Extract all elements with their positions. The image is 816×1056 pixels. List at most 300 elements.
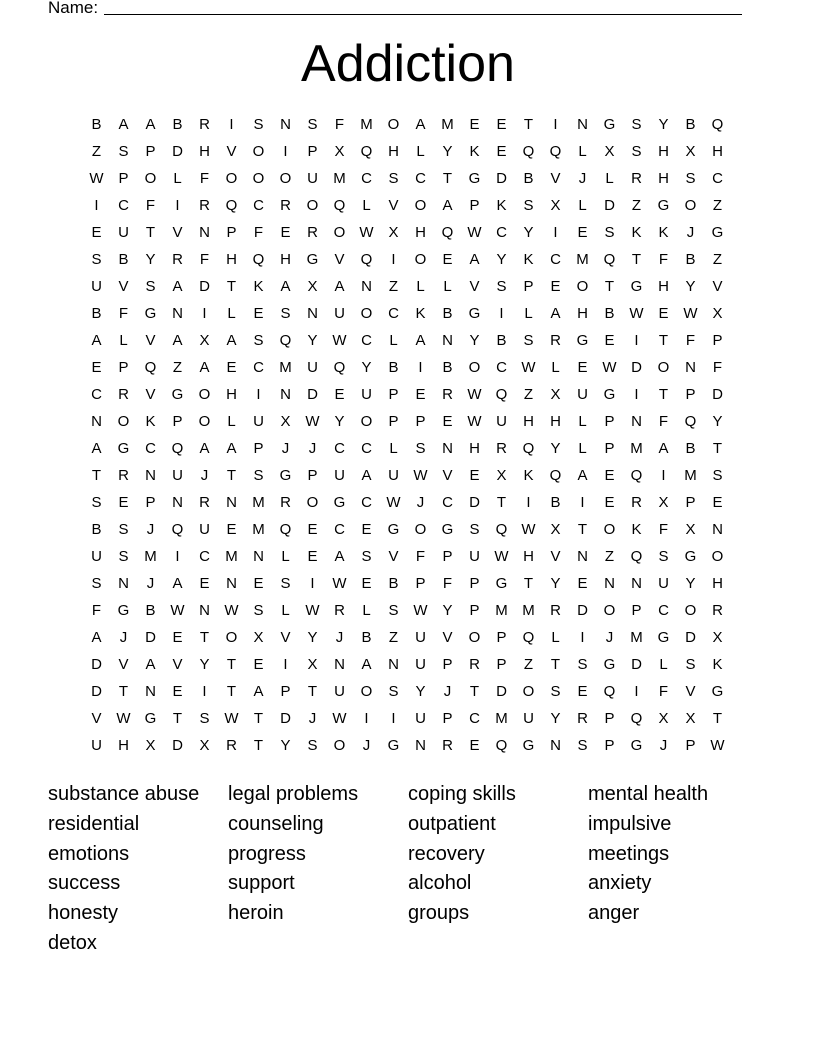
grid-letter[interactable]: O — [117, 413, 130, 430]
grid-letter[interactable]: P — [523, 278, 534, 295]
grid-letter[interactable]: J — [308, 710, 317, 727]
grid-letter[interactable]: T — [469, 683, 480, 700]
grid-letter[interactable]: G — [117, 602, 130, 619]
grid-letter[interactable]: W — [467, 413, 482, 430]
grid-letter[interactable]: P — [172, 413, 183, 430]
grid-letter[interactable]: M — [684, 467, 697, 484]
grid-letter[interactable]: V — [442, 467, 453, 484]
grid-letter[interactable]: N — [361, 278, 372, 295]
grid-letter[interactable]: S — [604, 224, 615, 241]
grid-letter[interactable]: L — [443, 278, 452, 295]
grid-letter[interactable]: Z — [172, 359, 183, 376]
grid-letter[interactable]: Y — [523, 224, 534, 241]
grid-letter[interactable]: H — [523, 548, 534, 565]
grid-letter[interactable]: R — [199, 116, 210, 133]
grid-letter[interactable]: S — [91, 494, 102, 511]
grid-letter[interactable]: C — [91, 386, 102, 403]
grid-letter[interactable]: P — [388, 386, 399, 403]
grid-letter[interactable]: L — [578, 413, 587, 430]
grid-letter[interactable]: P — [604, 413, 615, 430]
grid-letter[interactable]: U — [334, 305, 345, 322]
grid-letter[interactable]: C — [496, 224, 507, 241]
grid-letter[interactable]: L — [389, 332, 398, 349]
grid-letter[interactable]: Q — [603, 683, 616, 700]
grid-letter[interactable]: Q — [603, 251, 616, 268]
grid-letter[interactable]: L — [578, 143, 587, 160]
grid-letter[interactable]: D — [280, 710, 291, 727]
grid-letter[interactable]: T — [523, 116, 534, 133]
grid-letter[interactable]: B — [550, 494, 561, 511]
grid-letter[interactable]: E — [280, 224, 291, 241]
grid-letter[interactable]: M — [630, 629, 643, 646]
grid-letter[interactable]: P — [712, 332, 723, 349]
grid-letter[interactable]: D — [631, 359, 642, 376]
grid-letter[interactable]: N — [685, 359, 696, 376]
grid-letter[interactable]: L — [551, 629, 560, 646]
grid-letter[interactable]: L — [659, 656, 668, 673]
grid-letter[interactable]: E — [469, 467, 480, 484]
grid-letter[interactable]: V — [145, 332, 156, 349]
grid-letter[interactable]: E — [253, 305, 264, 322]
grid-letter[interactable]: G — [333, 494, 346, 511]
grid-letter[interactable]: V — [685, 683, 696, 700]
grid-letter[interactable]: Y — [361, 359, 372, 376]
grid-letter[interactable]: L — [281, 548, 290, 565]
grid-letter[interactable]: V — [118, 278, 129, 295]
grid-letter[interactable]: Z — [604, 548, 615, 565]
grid-letter[interactable]: A — [172, 575, 183, 592]
grid-letter[interactable]: J — [686, 224, 695, 241]
grid-letter[interactable]: A — [199, 440, 210, 457]
grid-letter[interactable]: Z — [388, 278, 399, 295]
grid-letter[interactable]: K — [523, 467, 534, 484]
grid-letter[interactable]: X — [280, 413, 291, 430]
grid-letter[interactable]: O — [468, 629, 481, 646]
grid-letter[interactable]: T — [253, 737, 264, 754]
grid-letter[interactable]: E — [442, 413, 453, 430]
grid-letter[interactable]: I — [202, 305, 207, 322]
grid-letter[interactable]: X — [307, 278, 318, 295]
grid-letter[interactable]: N — [199, 224, 210, 241]
grid-letter[interactable]: P — [145, 143, 156, 160]
grid-letter[interactable]: J — [362, 737, 371, 754]
grid-letter[interactable]: N — [118, 575, 129, 592]
grid-letter[interactable]: L — [416, 143, 425, 160]
grid-letter[interactable]: E — [253, 575, 264, 592]
grid-letter[interactable]: C — [712, 170, 723, 187]
grid-letter[interactable]: S — [307, 737, 318, 754]
grid-letter[interactable]: N — [145, 683, 156, 700]
grid-letter[interactable]: J — [308, 440, 317, 457]
grid-letter[interactable]: A — [577, 467, 588, 484]
grid-letter[interactable]: C — [253, 197, 264, 214]
grid-letter[interactable]: U — [334, 683, 345, 700]
grid-letter[interactable]: E — [577, 359, 588, 376]
grid-letter[interactable]: O — [279, 170, 292, 187]
grid-letter[interactable]: A — [280, 278, 291, 295]
grid-letter[interactable]: O — [198, 413, 211, 430]
grid-letter[interactable]: T — [226, 683, 237, 700]
grid-letter[interactable]: R — [469, 656, 480, 673]
grid-letter[interactable]: P — [469, 602, 480, 619]
grid-letter[interactable]: U — [118, 224, 129, 241]
grid-letter[interactable]: O — [360, 413, 373, 430]
grid-letter[interactable]: I — [634, 683, 639, 700]
grid-letter[interactable]: X — [550, 521, 561, 538]
grid-letter[interactable]: C — [361, 494, 372, 511]
grid-letter[interactable]: P — [496, 629, 507, 646]
grid-letter[interactable]: P — [442, 656, 453, 673]
grid-letter[interactable]: F — [712, 359, 723, 376]
grid-letter[interactable]: S — [118, 143, 129, 160]
grid-letter[interactable]: B — [91, 521, 102, 538]
grid-letter[interactable]: X — [685, 710, 696, 727]
grid-letter[interactable]: K — [415, 305, 426, 322]
grid-letter[interactable]: X — [658, 494, 669, 511]
grid-letter[interactable]: D — [577, 602, 588, 619]
grid-letter[interactable]: W — [305, 413, 320, 430]
grid-letter[interactable]: F — [658, 521, 669, 538]
grid-letter[interactable]: L — [551, 359, 560, 376]
grid-letter[interactable]: P — [469, 197, 480, 214]
grid-letter[interactable]: X — [712, 305, 723, 322]
grid-letter[interactable]: P — [253, 440, 264, 457]
grid-letter[interactable]: Y — [496, 251, 507, 268]
grid-letter[interactable]: N — [631, 575, 642, 592]
grid-letter[interactable]: W — [305, 602, 320, 619]
grid-letter[interactable]: F — [658, 413, 669, 430]
grid-letter[interactable]: A — [145, 116, 156, 133]
grid-letter[interactable]: G — [630, 737, 643, 754]
grid-letter[interactable]: C — [550, 251, 561, 268]
grid-letter[interactable]: I — [202, 683, 207, 700]
grid-letter[interactable]: L — [578, 440, 587, 457]
grid-letter[interactable]: H — [388, 143, 399, 160]
grid-letter[interactable]: S — [253, 332, 264, 349]
grid-letter[interactable]: W — [89, 170, 104, 187]
grid-letter[interactable]: J — [659, 737, 668, 754]
grid-letter[interactable]: S — [550, 683, 561, 700]
grid-letter[interactable]: Z — [388, 629, 399, 646]
grid-letter[interactable]: T — [307, 683, 318, 700]
grid-letter[interactable]: M — [495, 602, 508, 619]
grid-letter[interactable]: F — [658, 251, 669, 268]
grid-letter[interactable]: L — [362, 602, 371, 619]
grid-letter[interactable]: T — [604, 278, 615, 295]
grid-letter[interactable]: J — [146, 575, 155, 592]
grid-letter[interactable]: K — [523, 251, 534, 268]
grid-letter[interactable]: D — [307, 386, 318, 403]
grid-letter[interactable]: Q — [360, 143, 373, 160]
grid-letter[interactable]: R — [118, 386, 129, 403]
grid-letter[interactable]: I — [418, 359, 423, 376]
grid-letter[interactable]: U — [307, 170, 318, 187]
grid-letter[interactable]: Y — [685, 575, 696, 592]
grid-letter[interactable]: N — [631, 413, 642, 430]
grid-letter[interactable]: Y — [550, 710, 561, 727]
grid-letter[interactable]: Q — [495, 386, 508, 403]
grid-letter[interactable]: V — [280, 629, 291, 646]
grid-letter[interactable]: E — [550, 278, 561, 295]
grid-letter[interactable]: Q — [225, 197, 238, 214]
grid-letter[interactable]: P — [118, 359, 129, 376]
grid-letter[interactable]: R — [496, 440, 507, 457]
grid-letter[interactable]: Y — [145, 251, 156, 268]
grid-letter[interactable]: Q — [279, 521, 292, 538]
grid-letter[interactable]: E — [253, 656, 264, 673]
grid-letter[interactable]: H — [658, 170, 669, 187]
grid-letter[interactable]: M — [144, 548, 157, 565]
grid-letter[interactable]: H — [226, 251, 237, 268]
grid-letter[interactable]: M — [441, 116, 454, 133]
grid-letter[interactable]: D — [604, 197, 615, 214]
grid-letter[interactable]: S — [685, 656, 696, 673]
grid-letter[interactable]: Q — [630, 710, 643, 727]
grid-letter[interactable]: Q — [549, 467, 562, 484]
grid-letter[interactable]: S — [388, 170, 399, 187]
grid-letter[interactable]: S — [307, 116, 318, 133]
grid-letter[interactable]: O — [603, 602, 616, 619]
grid-letter[interactable]: O — [333, 224, 346, 241]
grid-letter[interactable]: O — [657, 359, 670, 376]
grid-letter[interactable]: E — [577, 683, 588, 700]
grid-letter[interactable]: V — [145, 386, 156, 403]
grid-letter[interactable]: G — [711, 683, 724, 700]
grid-letter[interactable]: D — [469, 494, 480, 511]
grid-letter[interactable]: N — [388, 656, 399, 673]
grid-letter[interactable]: F — [118, 305, 129, 322]
grid-letter[interactable]: S — [253, 467, 264, 484]
grid-letter[interactable]: E — [442, 251, 453, 268]
grid-letter[interactable]: G — [603, 386, 616, 403]
grid-letter[interactable]: G — [576, 332, 589, 349]
grid-letter[interactable]: N — [442, 440, 453, 457]
grid-letter[interactable]: W — [494, 548, 509, 565]
grid-letter[interactable]: O — [684, 197, 697, 214]
grid-letter[interactable]: U — [307, 359, 318, 376]
grid-letter[interactable]: Y — [442, 602, 453, 619]
grid-letter[interactable]: E — [226, 359, 237, 376]
grid-letter[interactable]: Z — [631, 197, 642, 214]
grid-letter[interactable]: U — [496, 413, 507, 430]
grid-letter[interactable]: O — [252, 170, 265, 187]
grid-letter[interactable]: J — [119, 629, 128, 646]
grid-letter[interactable]: U — [172, 467, 183, 484]
grid-letter[interactable]: A — [253, 683, 264, 700]
grid-letter[interactable]: R — [172, 251, 183, 268]
grid-letter[interactable]: Q — [171, 440, 184, 457]
grid-letter[interactable]: I — [499, 305, 504, 322]
grid-letter[interactable]: H — [712, 143, 723, 160]
grid-letter[interactable]: Q — [711, 116, 724, 133]
grid-letter[interactable]: N — [199, 602, 210, 619]
grid-letter[interactable]: X — [334, 143, 345, 160]
grid-letter[interactable]: I — [391, 710, 396, 727]
grid-letter[interactable]: V — [226, 143, 237, 160]
grid-letter[interactable]: O — [360, 683, 373, 700]
grid-letter[interactable]: G — [144, 305, 157, 322]
grid-letter[interactable]: U — [523, 710, 534, 727]
grid-letter[interactable]: N — [577, 116, 588, 133]
grid-letter[interactable]: Q — [522, 629, 535, 646]
grid-letter[interactable]: T — [658, 332, 669, 349]
grid-letter[interactable]: Y — [199, 656, 210, 673]
grid-letter[interactable]: T — [658, 386, 669, 403]
grid-letter[interactable]: I — [175, 548, 180, 565]
grid-letter[interactable]: S — [712, 467, 723, 484]
grid-letter[interactable]: B — [172, 116, 183, 133]
grid-letter[interactable]: X — [685, 143, 696, 160]
grid-letter[interactable]: P — [145, 494, 156, 511]
grid-letter[interactable]: O — [468, 359, 481, 376]
grid-letter[interactable]: Q — [495, 521, 508, 538]
grid-letter[interactable]: E — [604, 494, 615, 511]
grid-letter[interactable]: J — [416, 494, 425, 511]
grid-letter[interactable]: T — [253, 710, 264, 727]
grid-letter[interactable]: X — [496, 467, 507, 484]
grid-letter[interactable]: N — [172, 305, 183, 322]
grid-letter[interactable]: B — [523, 170, 534, 187]
grid-letter[interactable]: D — [496, 683, 507, 700]
grid-letter[interactable]: M — [360, 116, 373, 133]
grid-letter[interactable]: D — [685, 629, 696, 646]
grid-letter[interactable]: F — [334, 116, 345, 133]
name-field[interactable] — [48, 0, 98, 18]
grid-letter[interactable]: A — [415, 332, 426, 349]
grid-letter[interactable]: S — [523, 197, 534, 214]
grid-letter[interactable]: Y — [307, 629, 318, 646]
grid-letter[interactable]: V — [388, 548, 399, 565]
grid-letter[interactable]: S — [91, 251, 102, 268]
grid-letter[interactable]: A — [361, 656, 372, 673]
grid-letter[interactable]: L — [119, 332, 128, 349]
grid-letter[interactable]: E — [307, 521, 318, 538]
grid-letter[interactable]: Q — [252, 251, 265, 268]
name-underline[interactable] — [104, 14, 742, 15]
grid-letter[interactable]: W — [170, 602, 185, 619]
grid-letter[interactable]: W — [224, 710, 239, 727]
grid-letter[interactable]: D — [199, 278, 210, 295]
grid-letter[interactable]: I — [580, 494, 585, 511]
grid-letter[interactable]: U — [388, 467, 399, 484]
grid-letter[interactable]: L — [362, 197, 371, 214]
grid-letter[interactable]: I — [553, 224, 558, 241]
grid-letter[interactable]: W — [710, 737, 725, 754]
grid-letter[interactable]: F — [145, 197, 156, 214]
grid-letter[interactable]: W — [413, 602, 428, 619]
grid-letter[interactable]: C — [253, 359, 264, 376]
grid-letter[interactable]: I — [553, 116, 558, 133]
grid-letter[interactable]: B — [91, 305, 102, 322]
grid-letter[interactable]: P — [280, 683, 291, 700]
grid-letter[interactable]: W — [332, 710, 347, 727]
grid-letter[interactable]: Y — [712, 413, 723, 430]
grid-letter[interactable]: R — [442, 737, 453, 754]
grid-letter[interactable]: A — [145, 656, 156, 673]
grid-letter[interactable]: O — [198, 386, 211, 403]
grid-letter[interactable]: S — [577, 656, 588, 673]
grid-letter[interactable]: A — [361, 467, 372, 484]
grid-letter[interactable]: G — [306, 251, 319, 268]
grid-letter[interactable]: I — [391, 251, 396, 268]
grid-letter[interactable]: O — [711, 548, 724, 565]
grid-letter[interactable]: R — [280, 197, 291, 214]
grid-letter[interactable]: T — [118, 683, 129, 700]
grid-letter[interactable]: G — [522, 737, 535, 754]
grid-letter[interactable]: Y — [685, 278, 696, 295]
grid-letter[interactable]: E — [604, 332, 615, 349]
grid-letter[interactable]: X — [253, 629, 264, 646]
grid-letter[interactable]: V — [172, 224, 183, 241]
grid-letter[interactable]: T — [91, 467, 102, 484]
grid-letter[interactable]: E — [91, 224, 102, 241]
grid-letter[interactable]: T — [226, 467, 237, 484]
grid-letter[interactable]: O — [306, 197, 319, 214]
grid-letter[interactable]: I — [283, 143, 288, 160]
grid-letter[interactable]: P — [604, 710, 615, 727]
grid-letter[interactable]: O — [225, 629, 238, 646]
grid-letter[interactable]: M — [252, 521, 265, 538]
grid-letter[interactable]: S — [118, 521, 129, 538]
grid-letter[interactable]: B — [442, 305, 453, 322]
grid-letter[interactable]: H — [523, 413, 534, 430]
grid-letter[interactable]: E — [91, 359, 102, 376]
grid-letter[interactable]: P — [442, 710, 453, 727]
grid-letter[interactable]: M — [333, 170, 346, 187]
grid-letter[interactable]: P — [631, 602, 642, 619]
grid-letter[interactable]: T — [496, 494, 507, 511]
grid-letter[interactable]: H — [550, 413, 561, 430]
grid-letter[interactable]: W — [629, 305, 644, 322]
grid-letter[interactable]: R — [199, 197, 210, 214]
grid-letter[interactable]: Q — [171, 521, 184, 538]
grid-letter[interactable]: F — [253, 224, 264, 241]
grid-letter[interactable]: X — [550, 197, 561, 214]
grid-letter[interactable]: P — [415, 575, 426, 592]
grid-letter[interactable]: T — [712, 710, 723, 727]
grid-letter[interactable]: W — [467, 224, 482, 241]
grid-letter[interactable]: B — [685, 116, 696, 133]
grid-letter[interactable]: J — [605, 629, 614, 646]
grid-letter[interactable]: E — [415, 386, 426, 403]
grid-letter[interactable]: G — [171, 386, 184, 403]
grid-letter[interactable]: B — [496, 332, 507, 349]
grid-letter[interactable]: G — [144, 710, 157, 727]
grid-letter[interactable]: I — [634, 332, 639, 349]
grid-letter[interactable]: S — [658, 548, 669, 565]
grid-letter[interactable]: P — [604, 737, 615, 754]
grid-letter[interactable]: S — [523, 332, 534, 349]
grid-letter[interactable]: X — [658, 710, 669, 727]
grid-letter[interactable]: D — [172, 143, 183, 160]
grid-letter[interactable]: A — [91, 440, 102, 457]
grid-letter[interactable]: Q — [522, 143, 535, 160]
grid-letter[interactable]: H — [118, 737, 129, 754]
grid-letter[interactable]: Q — [522, 440, 535, 457]
grid-letter[interactable]: Q — [333, 197, 346, 214]
grid-letter[interactable]: N — [280, 386, 291, 403]
grid-letter[interactable]: P — [307, 143, 318, 160]
grid-letter[interactable]: P — [604, 440, 615, 457]
grid-letter[interactable]: S — [280, 305, 291, 322]
grid-letter[interactable]: K — [631, 521, 642, 538]
grid-letter[interactable]: E — [361, 521, 372, 538]
grid-letter[interactable]: A — [550, 305, 561, 322]
grid-letter[interactable]: S — [118, 548, 129, 565]
grid-letter[interactable]: N — [334, 656, 345, 673]
grid-letter[interactable]: T — [523, 575, 534, 592]
grid-letter[interactable]: D — [496, 170, 507, 187]
